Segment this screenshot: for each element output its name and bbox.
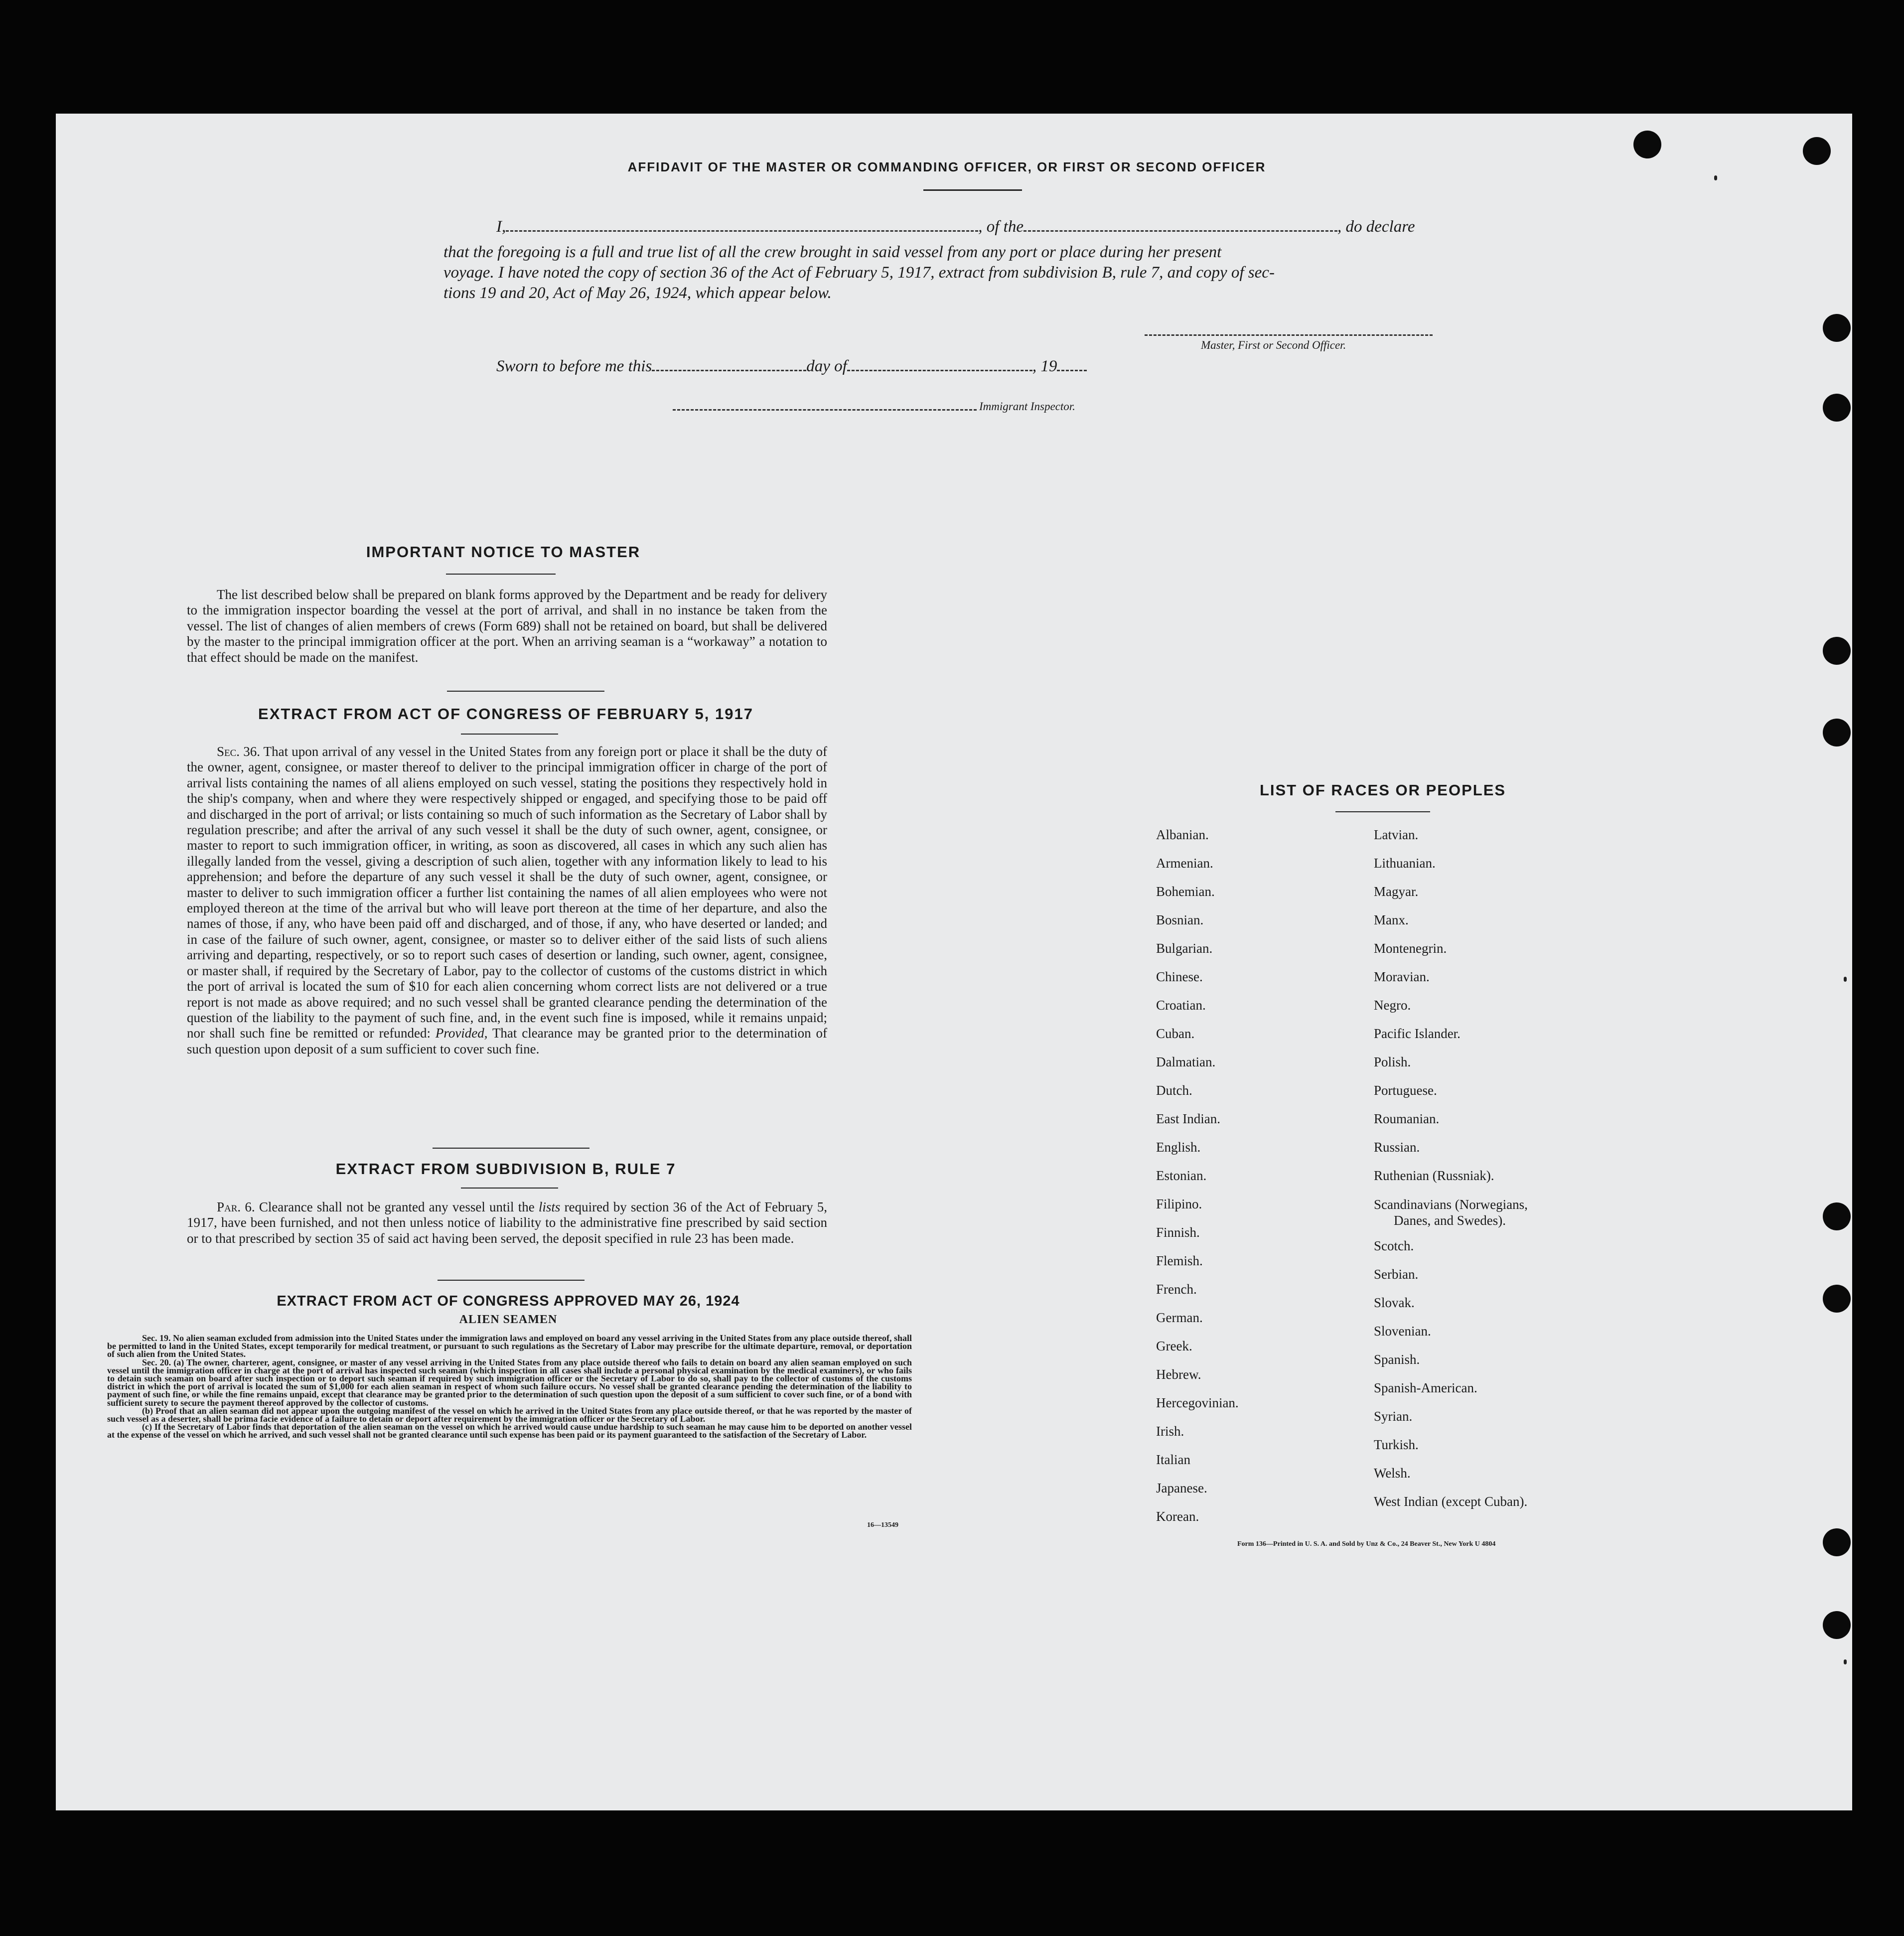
race-item: Ruthenian (Russniak).	[1374, 1168, 1494, 1183]
declaration-line-1	[443, 216, 1460, 238]
races-rule	[1335, 811, 1430, 812]
extract-1924-heading: EXTRACT FROM ACT OF CONGRESS APPROVED MAY 26, 1924	[277, 1293, 740, 1309]
do-declare-label: , do declare	[1337, 218, 1415, 236]
race-item: Scandinavians (Norwegians,	[1374, 1197, 1528, 1212]
race-item: Dalmatian.	[1156, 1054, 1216, 1069]
punch-hole	[1823, 1202, 1851, 1230]
race-item: Portuguese.	[1374, 1083, 1437, 1098]
sec-20a-text: Sec. 20. (a) The owner, charterer, agent, consignee, or master of any vessel arriving in the United States from any place outside thereof who fails to detain on board any alien seaman employed on such vessel until the immigration officer in charge at the port of arrival has inspected such seaman (which inspection in all cases shall include a personal physical examination by the medical examiners), or who fails to detain such seaman on board after such inspection or to deport such seaman if required by such immigration officer or the Secretary of Labor to do so, shall pay to the collector of customs of the customs district in which the port of arrival is located the sum of $1,000 for each alien seaman in respect of whom such failure occurs. No vessel shall be granted clearance pending the determination of the liability to payment of such fine, or while the fine remains unpaid, except that clearance may be granted prior to the determination of such question upon the deposit of a sum sufficient to cover such fine, or of a bond with sufficient surety to secure the payment thereof approved by the collector of customs.	[107, 1357, 912, 1408]
race-item: Manx.	[1374, 912, 1409, 927]
race-item: Irish.	[1156, 1424, 1184, 1439]
extract-1924-text	[107, 1334, 912, 1439]
speck	[1844, 1659, 1847, 1664]
par-6-body-b: required by section 36 of the Act of February 5, 1917, have been furnished, and not then unless notice of liability to the administrative fine prescribed by said section or to that prescribed by section 35 of said act having been served, the deposit specified in rule 23 has been made.	[187, 1199, 828, 1246]
race-item: Hercegovinian.	[1156, 1395, 1239, 1410]
race-item-two-line	[1374, 1196, 1673, 1238]
inspector-label: Immigrant Inspector.	[979, 400, 1075, 413]
punch-hole	[1823, 394, 1851, 422]
race-item: Japanese.	[1156, 1481, 1207, 1495]
sec-20c-text: (c) If the Secretary of Labor finds that deportation of the alien seaman on the vessel on which he arrived would cause undue hardship to such seaman he may cause him to be deported on another vessel at the expense of the vessel on which he arrived, and such vessel shall not be granted clearance until such expense has been paid or its payment guaranteed to the satisfaction of the Secretary of Labor.	[107, 1422, 912, 1440]
punch-hole	[1803, 137, 1831, 165]
race-item: German.	[1156, 1310, 1203, 1325]
punch-hole	[1823, 637, 1851, 665]
race-item: Cuban.	[1156, 1026, 1195, 1041]
speck	[1714, 175, 1717, 180]
race-item: Slovak.	[1374, 1295, 1415, 1310]
provided-word: Provided,	[435, 1026, 488, 1041]
speck	[1844, 977, 1847, 982]
inspector-signature-field[interactable]	[673, 396, 977, 411]
race-item: Pacific Islander.	[1374, 1026, 1461, 1041]
lists-word: lists	[538, 1199, 561, 1214]
sworn-month-field[interactable]	[847, 357, 1032, 371]
section-divider	[433, 1148, 589, 1149]
race-item: Korean.	[1156, 1509, 1199, 1524]
race-item: Filipino.	[1156, 1196, 1202, 1211]
print-code: 16—13549	[867, 1521, 898, 1529]
race-item: Lithuanian.	[1374, 856, 1436, 871]
race-item: Slovenian.	[1374, 1324, 1431, 1339]
race-item: Magyar.	[1374, 884, 1419, 899]
punch-hole	[1823, 314, 1851, 342]
race-item: Albanian.	[1156, 827, 1209, 842]
master-signature-label: Master, First or Second Officer.	[1201, 339, 1346, 351]
extract-1917-heading: EXTRACT FROM ACT OF CONGRESS OF FEBRUARY 5, 1917	[258, 705, 753, 723]
race-item: Welsh.	[1374, 1466, 1411, 1481]
title-rule	[923, 189, 1022, 191]
race-item: English.	[1156, 1140, 1201, 1155]
extract-1917-rule	[461, 734, 558, 735]
sec-36-label: Sec. 36.	[217, 744, 260, 759]
race-item: West Indian (except Cuban).	[1374, 1494, 1528, 1509]
race-item: Montenegrin.	[1374, 941, 1447, 956]
race-item: Croatian.	[1156, 998, 1206, 1013]
sworn-day-field[interactable]	[652, 357, 806, 371]
race-item: Hebrew.	[1156, 1367, 1201, 1382]
race-item: Turkish.	[1374, 1437, 1419, 1452]
declaration-line-4: tions 19 and 20, Act of May 26, 1924, which appear below.	[443, 284, 832, 302]
race-item: Armenian.	[1156, 856, 1213, 871]
par-6-label: Par. 6.	[217, 1199, 255, 1214]
notice-heading: IMPORTANT NOTICE TO MASTER	[366, 543, 641, 561]
punch-hole	[1823, 1285, 1851, 1313]
race-item: Roumanian.	[1374, 1111, 1440, 1126]
extract-1917-text	[187, 744, 827, 1057]
declarant-name-field[interactable]	[506, 217, 978, 232]
races-column-2	[1374, 827, 1673, 1522]
sec-36-body-end: That clearance may be granted prior to the determination of such question upon deposit of a sum sufficient to cover such fine.	[187, 1026, 827, 1056]
sec-20b-text: (b) Proof that an alien seaman did not appear upon the outgoing manifest of the vessel on which he arrived in the United States from any place outside thereof, or that he was reported by the master of such vessel as a deserter, shall be prima facie evidence of a failure to detain or deport after requirement by the immigration officer or the Secretary of Labor.	[107, 1405, 912, 1424]
race-item: Bosnian.	[1156, 912, 1204, 927]
race-item: Serbian.	[1374, 1267, 1419, 1282]
sworn-label: Sworn to before me this	[496, 357, 652, 375]
race-item: Estonian.	[1156, 1168, 1207, 1183]
race-item-continuation: Danes, and Swedes).	[1394, 1213, 1506, 1228]
rule7-rule	[461, 1188, 558, 1189]
notice-text	[187, 587, 827, 665]
declaration-line-3: voyage. I have noted the copy of section 36 of the Act of February 5, 1917, extract from subdivision B, rule 7, and copy of sec-	[443, 264, 1275, 282]
race-item: Bohemian.	[1156, 884, 1215, 899]
punch-hole	[1823, 719, 1851, 746]
race-item: Latvian.	[1374, 827, 1419, 842]
race-item: Flemish.	[1156, 1253, 1203, 1268]
sworn-year-field[interactable]	[1057, 357, 1087, 371]
alien-seamen-subheading: ALIEN SEAMEN	[459, 1313, 558, 1326]
race-item: Polish.	[1374, 1054, 1411, 1069]
race-item: Spanish-American.	[1374, 1380, 1477, 1395]
rule7-text	[187, 1199, 827, 1246]
rule7-heading: EXTRACT FROM SUBDIVISION B, RULE 7	[335, 1160, 676, 1178]
race-item: Chinese.	[1156, 969, 1203, 984]
of-the-label: , of the	[978, 218, 1024, 236]
race-item: Scotch.	[1374, 1238, 1414, 1253]
race-item: Finnish.	[1156, 1225, 1200, 1240]
punch-hole	[1633, 131, 1661, 158]
sec-36-body: That upon arrival of any vessel in the United States from any foreign port or place it shall be the duty of the owner, agent, consignee, or master thereof to deliver to the principal immigration officer in charge of the port of arrival lists containing the names of all aliens employed on such vessel, stating the positions they respectively hold in the ship's company, when and where they were respectively shipped or engaged, and specifying those to be paid off and discharged in the port of arrival; or lists containing so much of such information as the Secretary of Labor shall by regulation prescribe; and after the arrival of any such vessel it shall be the duty of such owner, agent, consignee, or master to report to such immigration officer, in writing, as soon as discovered, all cases in which any such alien has illegally landed from the vessel, giving a description of such alien, together with any information likely to lead to his apprehension; and before the departure of any such vessel it shall be the duty of such owner, agent, consignee, or master to deliver to such immigration officer a further list containing the names of all alien employees who were not employed thereon at the time of the arrival but who will leave port thereon at the time of her departure, and also the names of those, if any, who have been paid off and discharged, and of those, if any, who have deserted or landed; and in case of the failure of such owner, agent, consignee, or master so to deliver either of the said lists of such aliens arriving and departing, respectively, or so to report such cases of desertion or landing, such owner, agent, consignee, or master shall, if required by the Secretary of Labor, pay to the collector of customs of the customs district in which the port of arrival is located the sum of $10 for each alien concerning whom correct lists are not delivered or a true report is not made as above required; and no such vessel shall be granted clearance pending the determination of the question of the liability to the payment of such fine, and, in the event such fine is imposed, while it remains unpaid; nor shall such fine be remitted or refunded:	[187, 744, 827, 1041]
race-item: East Indian.	[1156, 1111, 1220, 1126]
declarant-label: I,	[496, 218, 506, 236]
notice-rule	[446, 574, 556, 575]
section-divider	[447, 691, 604, 692]
master-signature-field[interactable]	[1145, 321, 1433, 336]
declaration-line-2: that the foregoing is a full and true list of all the crew brought in said vessel from any port or place during her present	[443, 243, 1222, 261]
race-item: Syrian.	[1374, 1409, 1413, 1424]
race-item: Negro.	[1374, 998, 1411, 1013]
vessel-name-field[interactable]	[1024, 217, 1337, 232]
punch-hole	[1823, 1528, 1851, 1556]
year-label: , 19	[1032, 357, 1057, 375]
punch-hole	[1823, 1611, 1851, 1639]
sec-19-text: Sec. 19. No alien seaman excluded from admission into the United States under the immigration laws and employed on board any vessel arriving in the United States from any place outside thereof, shall be permitted to land in the United States, except temporarily for medical treatment, or pursuant to such regulations as the Secretary of Labor may prescribe for the ultimate departure, removal, or deportation of such alien from the United States.	[107, 1333, 912, 1359]
notice-body: The list described below shall be prepared on blank forms approved by the Department and be ready for delivery to the immigration inspector boarding the vessel at the port of arrival, and shall in no instance be taken from the vessel. The list of changes of alien members of crews (Form 689) shall not be retained on board, but shall be delivered by the master to the principal immigration officer at the port. When an arriving seaman is a “workaway” a notation to that effect should be made on the manifest.	[187, 587, 827, 665]
race-item: Greek.	[1156, 1339, 1192, 1353]
race-item: Spanish.	[1374, 1352, 1420, 1367]
day-of-label: day of	[806, 357, 847, 375]
races-column-1	[1156, 827, 1355, 1537]
race-item: Dutch.	[1156, 1083, 1192, 1098]
section-divider	[438, 1280, 585, 1281]
race-item: Moravian.	[1374, 969, 1430, 984]
affidavit-title: AFFIDAVIT OF THE MASTER OR COMMANDING OFFICER, OR FIRST OR SECOND OFFICER	[627, 159, 1266, 174]
race-item: Russian.	[1374, 1140, 1420, 1155]
par-6-body-a: Clearance shall not be granted any vessel until the	[259, 1199, 535, 1214]
sworn-line	[496, 355, 1194, 378]
race-item: French.	[1156, 1282, 1197, 1297]
race-item: Bulgarian.	[1156, 941, 1213, 956]
races-heading: LIST OF RACES OR PEOPLES	[1259, 781, 1506, 799]
race-item: Italian	[1156, 1452, 1190, 1467]
form-footer: Form 136—Printed in U. S. A. and Sold by Unz & Co., 24 Beaver St., New York U 4804	[1237, 1540, 1496, 1548]
